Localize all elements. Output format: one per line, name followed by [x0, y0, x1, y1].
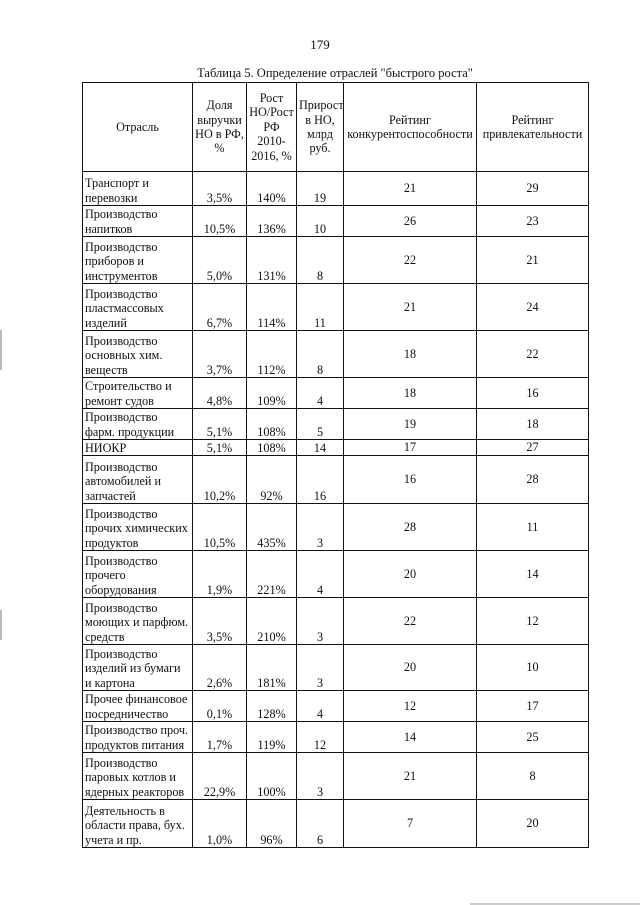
cell-attractiveness: 22 [477, 331, 589, 378]
cell-competitiveness: 16 [344, 456, 477, 504]
cell-attractiveness: 8 [477, 753, 589, 800]
cell-attractiveness: 11 [477, 504, 589, 551]
cell-growth-ratio: 136% [247, 206, 297, 237]
cell-growth-ratio: 181% [247, 645, 297, 691]
table-row [83, 409, 589, 440]
cell-growth-ratio: 92% [247, 456, 297, 504]
table-row [83, 722, 589, 753]
cell-share: 3,5% [193, 172, 247, 206]
cell-growth-ratio: 114% [247, 284, 297, 331]
cell-share: 1,9% [193, 551, 247, 598]
cell-growth-ratio: 108% [247, 440, 297, 456]
table-row [83, 237, 589, 284]
cell-attractiveness: 28 [477, 456, 589, 504]
cell-industry: Производство прочего оборудования [83, 551, 193, 598]
cell-industry: Производство напитков [83, 206, 193, 237]
cell-competitiveness: 18 [344, 331, 477, 378]
cell-growth-ratio: 140% [247, 172, 297, 206]
cell-increase: 3 [297, 504, 344, 551]
table-row [83, 172, 589, 206]
cell-attractiveness: 27 [477, 440, 589, 456]
col-header-attractiveness: Рейтинг привлекательности [477, 83, 589, 172]
cell-share: 1,7% [193, 722, 247, 753]
scan-margin-mark [0, 610, 2, 640]
table-header [83, 83, 589, 172]
cell-share: 3,5% [193, 598, 247, 645]
page-number: 179 [310, 37, 330, 52]
cell-share: 10,5% [193, 206, 247, 237]
table-row [83, 206, 589, 237]
table-body [83, 172, 589, 848]
cell-growth-ratio: 119% [247, 722, 297, 753]
cell-industry: Производство проч. продуктов питания [83, 722, 193, 753]
industry-table [82, 82, 589, 848]
cell-increase: 10 [297, 206, 344, 237]
cell-increase: 11 [297, 284, 344, 331]
cell-increase: 6 [297, 800, 344, 848]
cell-industry: Производство основных хим. веществ [83, 331, 193, 378]
cell-increase: 4 [297, 551, 344, 598]
cell-share: 5,1% [193, 440, 247, 456]
cell-attractiveness: 10 [477, 645, 589, 691]
col-header-industry: Отрасль [83, 83, 193, 172]
cell-competitiveness: 21 [344, 172, 477, 206]
cell-growth-ratio: 221% [247, 551, 297, 598]
cell-attractiveness: 29 [477, 172, 589, 206]
cell-increase: 14 [297, 440, 344, 456]
cell-increase: 16 [297, 456, 344, 504]
cell-industry: Производство паровых котлов и ядерных реакторов [83, 753, 193, 800]
cell-competitiveness: 20 [344, 551, 477, 598]
cell-competitiveness: 21 [344, 284, 477, 331]
table-row [83, 440, 589, 456]
cell-increase: 3 [297, 645, 344, 691]
table-row [83, 753, 589, 800]
cell-industry: Производство прочих химических продуктов [83, 504, 193, 551]
col-header-growth-ratio: Рост НО/Рост РФ 2010-2016, % [247, 83, 297, 172]
table-row [83, 645, 589, 691]
cell-increase: 4 [297, 691, 344, 722]
cell-competitiveness: 22 [344, 598, 477, 645]
col-header-competitiveness: Рейтинг конкурентоспособности [344, 83, 477, 172]
cell-share: 10,2% [193, 456, 247, 504]
cell-growth-ratio: 109% [247, 378, 297, 409]
cell-growth-ratio: 435% [247, 504, 297, 551]
cell-attractiveness: 21 [477, 237, 589, 284]
cell-competitiveness: 17 [344, 440, 477, 456]
cell-share: 22,9% [193, 753, 247, 800]
cell-attractiveness: 18 [477, 409, 589, 440]
cell-growth-ratio: 131% [247, 237, 297, 284]
cell-attractiveness: 20 [477, 800, 589, 848]
cell-attractiveness: 24 [477, 284, 589, 331]
cell-growth-ratio: 108% [247, 409, 297, 440]
cell-attractiveness: 25 [477, 722, 589, 753]
cell-share: 3,7% [193, 331, 247, 378]
cell-attractiveness: 12 [477, 598, 589, 645]
cell-competitiveness: 7 [344, 800, 477, 848]
cell-industry: Производство моющих и парфюм. средств [83, 598, 193, 645]
cell-increase: 3 [297, 753, 344, 800]
cell-share: 5,0% [193, 237, 247, 284]
cell-share: 5,1% [193, 409, 247, 440]
cell-competitiveness: 12 [344, 691, 477, 722]
cell-industry: Деятельность в области права, бух. учета и пр. [83, 800, 193, 848]
cell-competitiveness: 28 [344, 504, 477, 551]
cell-attractiveness: 16 [477, 378, 589, 409]
table-row [83, 504, 589, 551]
cell-share: 1,0% [193, 800, 247, 848]
cell-competitiveness: 20 [344, 645, 477, 691]
header-row [83, 83, 589, 172]
cell-growth-ratio: 100% [247, 753, 297, 800]
table-row [83, 331, 589, 378]
cell-share: 6,7% [193, 284, 247, 331]
cell-growth-ratio: 210% [247, 598, 297, 645]
cell-increase: 8 [297, 237, 344, 284]
cell-increase: 19 [297, 172, 344, 206]
cell-increase: 4 [297, 378, 344, 409]
cell-share: 10,5% [193, 504, 247, 551]
col-header-share: Доля выручки НО в РФ, % [193, 83, 247, 172]
table-row [83, 284, 589, 331]
cell-share: 2,6% [193, 645, 247, 691]
table-caption: Таблица 5. Определение отраслей "быстрого роста" [197, 66, 473, 80]
cell-share: 0,1% [193, 691, 247, 722]
cell-industry: Производство автомобилей и запчастей [83, 456, 193, 504]
cell-industry: Прочее финансовое посредничество [83, 691, 193, 722]
cell-growth-ratio: 96% [247, 800, 297, 848]
table-row [83, 378, 589, 409]
cell-competitiveness: 22 [344, 237, 477, 284]
cell-increase: 8 [297, 331, 344, 378]
table-row [83, 691, 589, 722]
cell-industry: Производство пластмассовых изделий [83, 284, 193, 331]
cell-industry: НИОКР [83, 440, 193, 456]
cell-increase: 12 [297, 722, 344, 753]
cell-share: 4,8% [193, 378, 247, 409]
cell-competitiveness: 19 [344, 409, 477, 440]
cell-industry: Производство приборов и инструментов [83, 237, 193, 284]
cell-competitiveness: 26 [344, 206, 477, 237]
cell-industry: Транспорт и перевозки [83, 172, 193, 206]
cell-increase: 5 [297, 409, 344, 440]
scan-margin-mark [0, 330, 2, 370]
cell-industry: Строительство и ремонт судов [83, 378, 193, 409]
table-row [83, 598, 589, 645]
cell-attractiveness: 23 [477, 206, 589, 237]
cell-attractiveness: 17 [477, 691, 589, 722]
col-header-increase: Прирост в НО, млрд руб. [297, 83, 344, 172]
cell-industry: Производство фарм. продукции [83, 409, 193, 440]
table-row [83, 800, 589, 848]
cell-attractiveness: 14 [477, 551, 589, 598]
cell-competitiveness: 18 [344, 378, 477, 409]
cell-growth-ratio: 128% [247, 691, 297, 722]
table-row [83, 551, 589, 598]
cell-competitiveness: 21 [344, 753, 477, 800]
cell-growth-ratio: 112% [247, 331, 297, 378]
cell-industry: Производство изделий из бумаги и картона [83, 645, 193, 691]
table-row [83, 456, 589, 504]
cell-increase: 3 [297, 598, 344, 645]
cell-competitiveness: 14 [344, 722, 477, 753]
